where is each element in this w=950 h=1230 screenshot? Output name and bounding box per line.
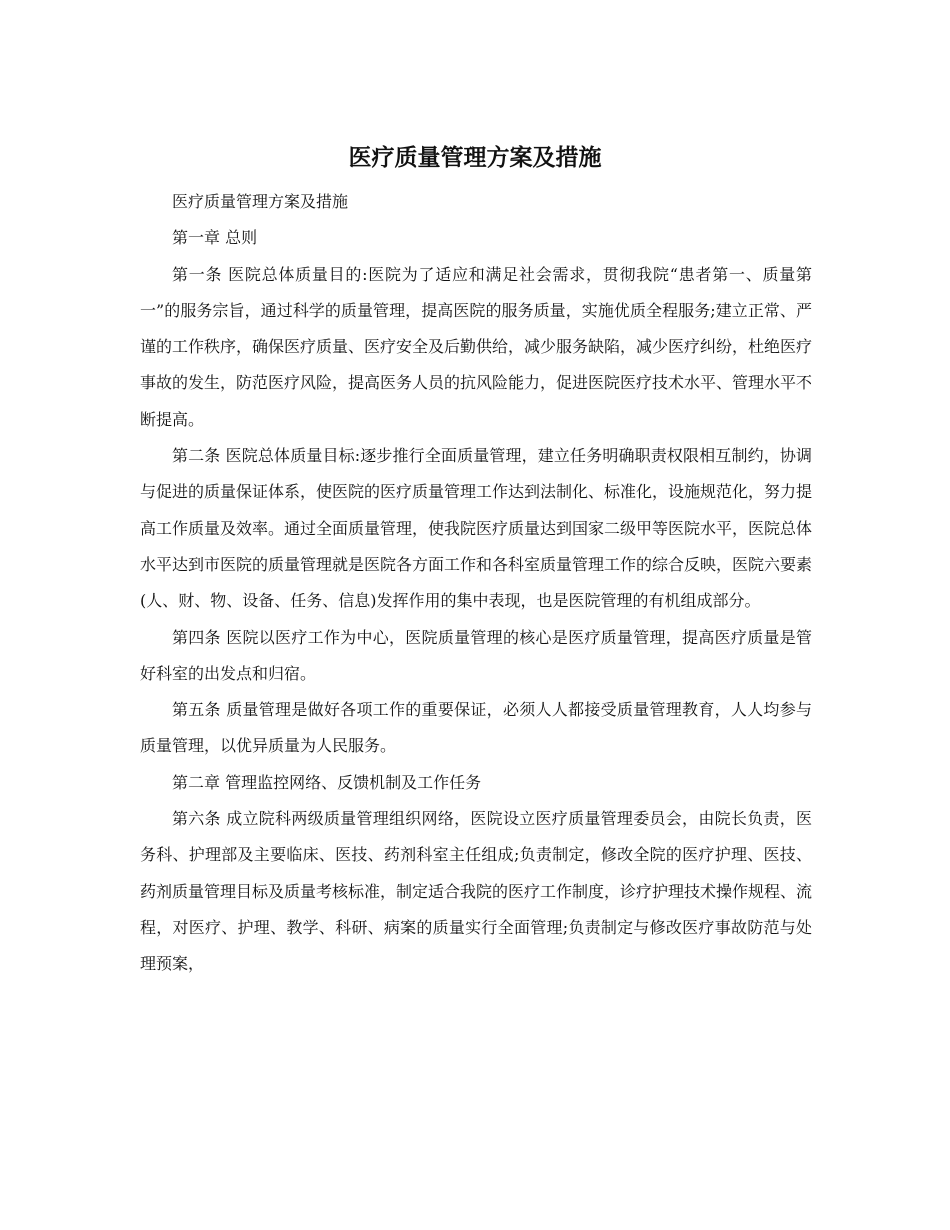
paragraph-chapter-1-heading: 第一章 总则 <box>172 228 258 248</box>
paragraph-article-1: 第一条 医院总体质量目的:医院为了适应和满足社会需求，贯彻我院“患者第一、质量第一”的服务宗旨，通过科学的质量管理，提高医院的服务质量，实施优质全程服务;建立正常、严谨的工作秩序，确保医疗质量、医疗安全及后勤供给，减少服务缺陷，减少医疗纠纷，杜绝医疗事故的发生，防范医疗风险，提高医务人员的抗风险能力，促进医院医疗技术水平、管理水平不断提高。 <box>140 264 813 429</box>
paragraph-subtitle: 医疗质量管理方案及措施 <box>172 192 349 211</box>
paragraph-article-5: 第五条 质量管理是做好各项工作的重要保证，必须人人都接受质量管理教育，人人均参与质量管理，以优异质量为人民服务。 <box>140 700 812 756</box>
paragraph-chapter-2-heading: 第二章 管理监控网络、反馈机制及工作任务 <box>172 772 482 792</box>
paragraph-article-2: 第二条 医院总体质量目标:逐步推行全面质量管理，建立任务明确职责权限相互制约，协调与促进的质量保证体系，使医院的医疗质量管理工作达到法制化、标准化，设施规范化，努力提高工作质量及效率。通过全面质量管理，使我院医疗质量达到国家二级甲等医院水平，医院总体水平达到市医院的质量管理就是医院各方面工作和各科室质量管理工作的综合反映，医院六要素(人、财、物、设备、任务、信息)发挥作用的集中表现，也是医院管理的有机组成部分。 <box>140 446 813 611</box>
document-body <box>140 184 812 983</box>
paragraph-article-6: 第六条 成立院科两级质量管理组织网络，医院设立医疗质量管理委员会，由院长负责，医务科、护理部及主要临床、医技、药剂科室主任组成;负责制定，修改全院的医疗护理、医技、药剂质量管理目标及质量考核标准，制定适合我院的医疗工作制度，诊疗护理技术操作规程、流程，对医疗、护理、教学、科研、病案的质量实行全面管理;负责制定与修改医疗事故防范与处理预案， <box>140 809 813 974</box>
paragraph-article-4: 第四条 医院以医疗工作为中心，医院质量管理的核心是医疗质量管理，提高医疗质量是管好科室的出发点和归宿。 <box>140 627 812 683</box>
document-title: 医疗质量管理方案及措施 <box>348 144 602 171</box>
